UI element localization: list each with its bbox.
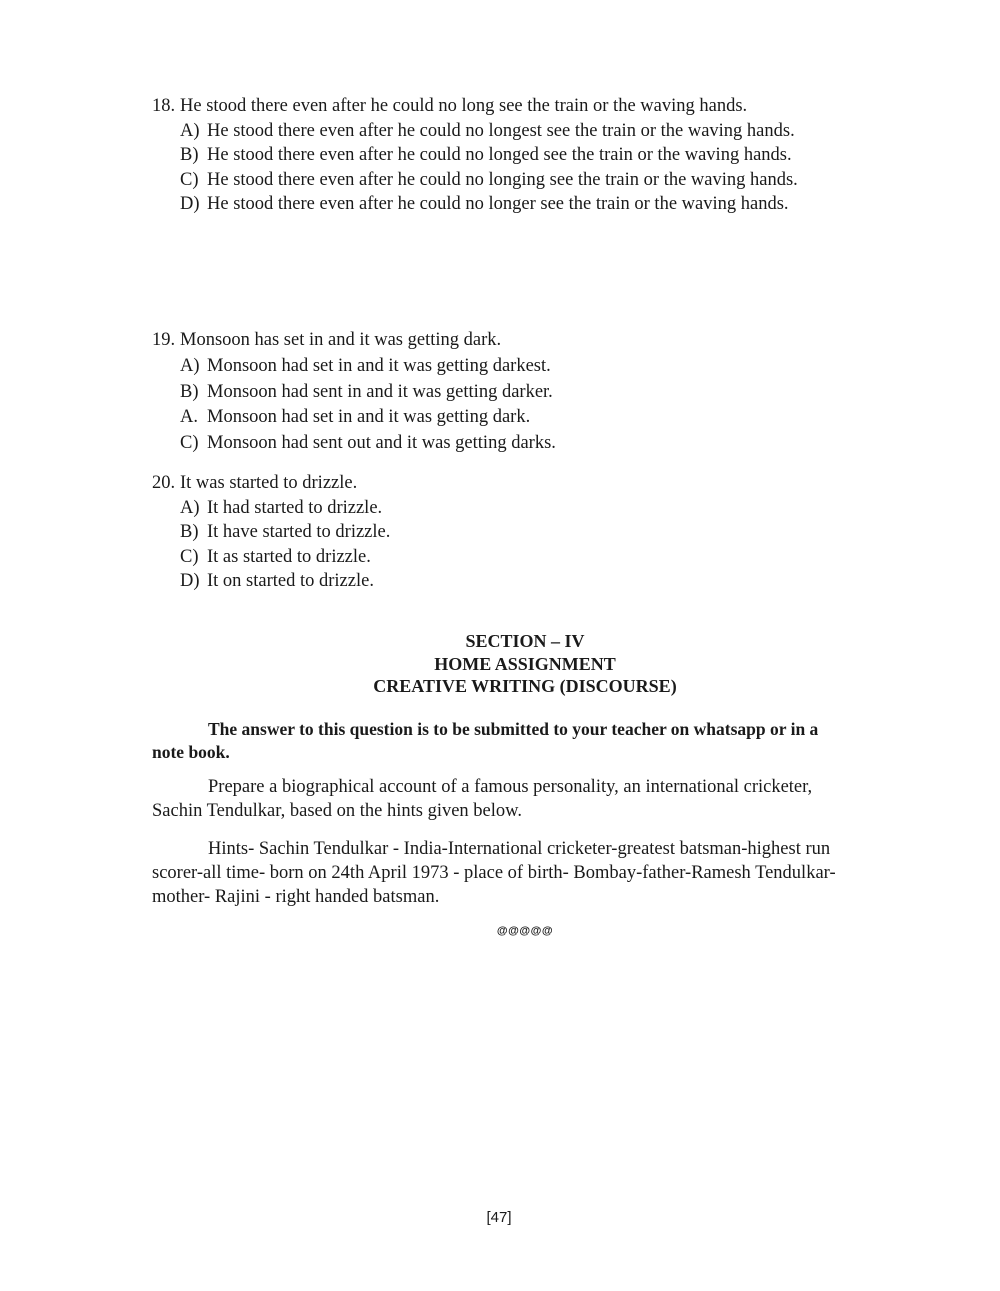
hints-text: Hints- Sachin Tendulkar - India-International cricketer-greatest batsman-highest run scorer-all time- born on 24th April 1973 - place of birth- Bombay-father-Ramesh Tendulkar-mother- Rajini - right handed batsman. (152, 839, 836, 907)
option-label: B) (180, 145, 199, 166)
page-number: [47] (486, 1209, 512, 1226)
question-19 (152, 328, 852, 457)
question-number: 20. (152, 473, 176, 493)
section-title: SECTION – IV (465, 631, 585, 651)
option-text: Monsoon had set in and it was getting darkest. (207, 355, 551, 376)
instruction-paragraph (152, 718, 852, 763)
question-number: 19. (152, 330, 176, 350)
option-label: A) (180, 497, 200, 518)
option-c (180, 168, 852, 193)
option-d (180, 431, 852, 457)
section-subtitle: HOME ASSIGNMENT (434, 653, 616, 674)
question-20 (152, 471, 852, 594)
question-text: Monsoon has set in and it was getting dark. (180, 330, 502, 350)
option-text: He stood there even after he could no longest see the train or the waving hands. (207, 120, 795, 141)
option-c (180, 405, 852, 431)
option-text: Monsoon had set in and it was getting dark. (207, 407, 531, 428)
question-text: It was started to drizzle. (180, 473, 358, 493)
option-text: It as started to drizzle. (207, 546, 371, 567)
option-b (180, 143, 852, 168)
hints-paragraph (152, 837, 852, 909)
option-text: It on started to drizzle. (207, 571, 374, 592)
option-label: A) (180, 355, 200, 376)
section-topic: CREATIVE WRITING (DISCOURSE) (373, 676, 677, 696)
task-paragraph (152, 775, 852, 823)
question-number: 18. (152, 96, 176, 116)
question-stem (152, 94, 852, 119)
option-a (180, 354, 852, 380)
section-heading (152, 630, 898, 698)
option-text: It have started to drizzle. (207, 522, 391, 543)
option-a (180, 496, 852, 521)
option-b (180, 380, 852, 406)
option-label: C) (180, 433, 199, 454)
task-text: Prepare a biographical account of a famous personality, an international cricketer, Sachin Tendulkar, based on the hints given below. (152, 777, 813, 821)
option-label: B) (180, 381, 199, 402)
option-text: Monsoon had sent out and it was getting darks. (207, 433, 556, 454)
option-label: B) (180, 522, 199, 543)
option-label: D) (180, 194, 200, 215)
question-18 (152, 94, 852, 217)
option-label: D) (180, 571, 200, 592)
option-text: It had started to drizzle. (207, 497, 383, 518)
option-b (180, 520, 852, 545)
end-separator: @@@@@ (496, 925, 554, 937)
option-text: He stood there even after he could no longed see the train or the waving hands. (207, 145, 792, 166)
option-text: Monsoon had sent in and it was getting darker. (207, 381, 553, 402)
question-stem (152, 328, 852, 354)
option-d (180, 569, 852, 594)
option-label: A. (180, 407, 198, 428)
instruction-text: The answer to this question is to be submitted to your teacher on whatsapp or in a note book. (152, 719, 819, 762)
question-stem (152, 471, 852, 496)
option-d (180, 192, 852, 217)
option-a (180, 119, 852, 144)
option-text: He stood there even after he could no longing see the train or the waving hands. (207, 169, 798, 190)
option-label: C) (180, 169, 199, 190)
option-label: A) (180, 120, 200, 141)
option-text: He stood there even after he could no longer see the train or the waving hands. (207, 194, 789, 215)
option-label: C) (180, 546, 199, 567)
option-c (180, 545, 852, 570)
question-text: He stood there even after he could no long see the train or the waving hands. (180, 96, 748, 116)
